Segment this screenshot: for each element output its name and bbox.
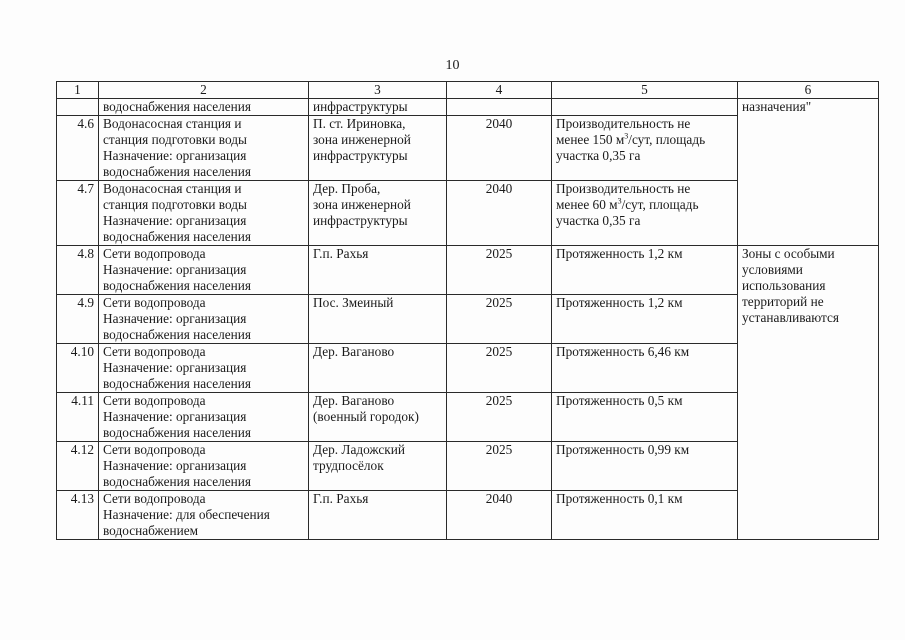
char-line: Производительность не [556,116,691,131]
name-line: Назначение: организация [103,311,247,326]
cell-location [309,442,447,491]
cell-name [99,393,309,442]
cell-year: 2025 [447,246,552,295]
char-line: Протяженность 6,46 км [556,344,690,359]
zone-note-line: устанавливаются [742,310,840,325]
name-line: Сети водопровода [103,442,206,457]
cell-year: 2040 [447,491,552,540]
page-number: 10 [445,58,460,73]
table-row-continuation [57,99,879,116]
cell-year: 2025 [447,295,552,344]
cell-name [99,116,309,181]
cell-name: водоснабжения населения [99,99,309,116]
cell-year: 2025 [447,442,552,491]
location-line: Дер. Проба, [313,181,381,196]
name-line: Назначение: организация [103,458,247,473]
location-line: Дер. Ваганово [313,344,395,359]
name-line: Назначение: организация [103,262,247,277]
cell-year: 2040 [447,116,552,181]
cell-characteristics [552,442,738,491]
name-line: водоснабжения населения [103,278,252,293]
name-line: водоснабжения населения [103,376,252,391]
location-line: инфраструктуры [313,148,408,163]
name-line: водоснабжения населения [103,425,252,440]
location-line: зона инженерной [313,132,411,147]
char-text: менее 60 м [556,197,618,212]
cell-num: 4.9 [57,295,99,344]
header-col-4: 4 [447,82,552,99]
cell-name [99,491,309,540]
location-line: Дер. Ваганово [313,393,395,408]
name-line: Сети водопровода [103,491,206,506]
char-line: Протяженность 0,99 км [556,442,690,457]
name-line: Назначение: организация [103,409,247,424]
location-line: Г.п. Рахья [313,246,369,261]
cell-location [309,181,447,246]
cell-location [309,393,447,442]
cell-name [99,344,309,393]
char-line: Протяженность 1,2 км [556,295,683,310]
cell-year [447,99,552,116]
char-line: участка 0,35 га [556,213,641,228]
name-line: Назначение: для обеспечения [103,507,270,522]
header-col-5: 5 [552,82,738,99]
char-line: Протяженность 0,1 км [556,491,683,506]
name-line: станция подготовки воды [103,197,247,212]
zone-note-line: условиями [742,262,803,277]
char-text: /сут, площадь [628,132,706,147]
cell-name [99,246,309,295]
cell-year: 2025 [447,344,552,393]
name-line: Назначение: организация [103,148,247,163]
char-line: Производительность не [556,181,691,196]
location-line: Пос. Змеиный [313,295,394,310]
char-line: участка 0,35 га [556,148,641,163]
table-header-row [57,82,879,99]
name-line: водоснабжения населения [103,474,252,489]
cell-location [309,491,447,540]
planning-table [56,81,879,540]
cell-num: 4.11 [57,393,99,442]
cell-name [99,442,309,491]
location-line: трудпосёлок [313,458,384,473]
location-line: Г.п. Рахья [313,491,369,506]
name-line: Назначение: организация [103,360,247,375]
header-col-1: 1 [57,82,99,99]
cell-num: 4.6 [57,116,99,181]
cell-name [99,181,309,246]
cell-location: инфраструктуры [309,99,447,116]
name-line: водоснабжения населения [103,229,252,244]
cell-location [309,295,447,344]
cell-num: 4.10 [57,344,99,393]
char-line [556,132,733,148]
header-col-2: 2 [99,82,309,99]
cell-name [99,295,309,344]
name-line: Сети водопровода [103,295,206,310]
cell-characteristics [552,393,738,442]
char-line [556,197,733,213]
zone-note-line: использования [742,278,826,293]
cell-characteristics [552,491,738,540]
location-line: Дер. Ладожский [313,442,405,457]
cell-zone-note [738,246,879,540]
cell-characteristics [552,181,738,246]
name-line: Назначение: организация [103,213,247,228]
header-col-6: 6 [738,82,879,99]
cell-characteristics [552,246,738,295]
header-col-3: 3 [309,82,447,99]
cell-num [57,99,99,116]
location-line: зона инженерной [313,197,411,212]
cell-zone-note-continuation: назначения" [738,99,879,246]
zone-note-line: территорий не [742,294,824,309]
name-line: водоснабжением [103,523,199,538]
superscript: 3 [617,196,622,206]
cell-num: 4.12 [57,442,99,491]
cell-characteristics [552,116,738,181]
location-line: инфраструктуры [313,213,408,228]
name-line: Сети водопровода [103,344,206,359]
cell-characteristics [552,295,738,344]
cell-num: 4.7 [57,181,99,246]
name-line: Водонасосная станция и [103,181,242,196]
cell-location [309,344,447,393]
cell-year: 2040 [447,181,552,246]
superscript: 3 [624,131,629,141]
name-line: Сети водопровода [103,246,206,261]
location-line: (военный городок) [313,409,419,424]
cell-num: 4.13 [57,491,99,540]
name-line: Сети водопровода [103,393,206,408]
cell-num: 4.8 [57,246,99,295]
char-line: Протяженность 1,2 км [556,246,683,261]
char-text: /сут, площадь [621,197,699,212]
location-line: П. ст. Ириновка, [313,116,406,131]
cell-characteristics [552,99,738,116]
cell-characteristics [552,344,738,393]
zone-note-line: Зоны с особыми [742,246,835,261]
table-row [57,246,879,295]
char-line: Протяженность 0,5 км [556,393,683,408]
name-line: водоснабжения населения [103,164,252,179]
name-line: водоснабжения населения [103,327,252,342]
cell-year: 2025 [447,393,552,442]
char-text: менее 150 м [556,132,625,147]
cell-location [309,246,447,295]
cell-location [309,116,447,181]
name-line: станция подготовки воды [103,132,247,147]
name-line: Водонасосная станция и [103,116,242,131]
